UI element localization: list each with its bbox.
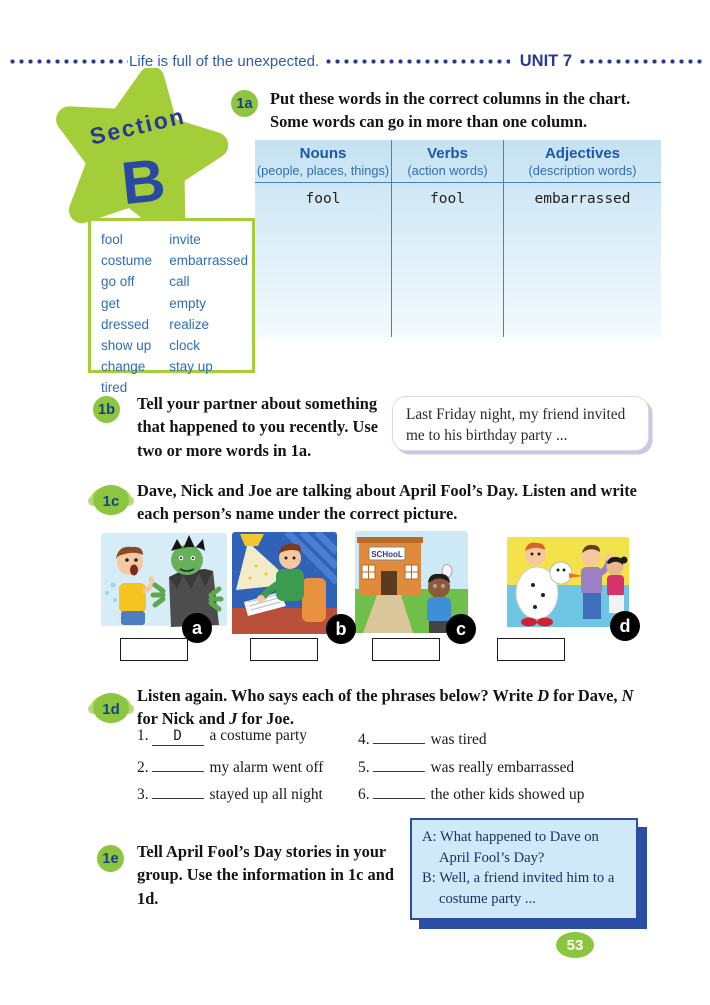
badge-label: 1c: [102, 493, 120, 510]
chart-column-nouns: [255, 140, 391, 337]
column-subtitle: (action words): [407, 163, 488, 178]
star-icon: [38, 68, 234, 240]
chart-column-adjectives: [503, 140, 661, 337]
chart-header-rule: [255, 182, 661, 183]
name-answer-box-a: [120, 638, 188, 661]
word: empty: [169, 295, 206, 311]
task-1c-listening-badge: [84, 477, 138, 519]
word: clock: [169, 338, 200, 354]
answer-blank: [152, 755, 204, 772]
section-b-star: [38, 68, 234, 240]
picture-label-c: c: [446, 614, 476, 644]
badge-label: 1d: [102, 701, 120, 718]
picture-label-b: b: [326, 614, 356, 644]
school-sign: SCHooL: [371, 550, 403, 559]
task-1b-instruction: Tell your partner about something that happened to you recently. Use two or more words in 1a.: [137, 394, 379, 460]
item-phrase: my alarm went off: [209, 758, 324, 776]
task-1e-badge: 1e: [97, 845, 124, 872]
task-1b-badge: 1b: [93, 396, 120, 423]
word: get dressed: [101, 295, 150, 332]
task-1d-instruction: [137, 684, 649, 731]
task-1c-instruction: Dave, Nick and Joe are talking about April Fool’s Day. Listen and write each person’s name under the correct picture.: [137, 481, 637, 524]
item-phrase: was really embarrassed: [430, 758, 575, 776]
instruction-text: Listen again. Who says each of the phrases below? Write: [137, 686, 538, 705]
name-answer-box-b: [250, 638, 318, 661]
item-number: 1.: [137, 727, 149, 744]
task-1a-badge: 1a: [231, 90, 258, 117]
written-answer: fool: [305, 191, 341, 207]
phrase-item: [137, 782, 358, 810]
item-phrase: a costume party: [209, 727, 307, 744]
instruction-text: for Nick and: [137, 709, 230, 729]
word: realize: [169, 316, 209, 332]
item-number: 6.: [358, 786, 370, 804]
section-word: Section: [87, 102, 188, 150]
task-1d-listening-badge: [84, 685, 138, 727]
example-speech-bubble: Last Friday night, my friend invited me to his birthday party ...: [392, 396, 649, 451]
dialog-line-a: [422, 827, 630, 868]
answer-blank: [373, 755, 425, 772]
written-answer: fool: [430, 191, 465, 207]
letter-n: N: [621, 686, 634, 705]
column-subtitle: (description words): [528, 163, 637, 178]
word: stay up: [169, 359, 213, 375]
letter-d: D: [537, 686, 550, 705]
dotted-rule: [324, 59, 510, 64]
column-title: Adjectives: [544, 145, 621, 162]
item-phrase: stayed up all night: [209, 786, 323, 804]
item-number: 5.: [358, 758, 370, 776]
column-subtitle: (people, places, things): [256, 163, 390, 178]
item-number: 4.: [358, 731, 370, 748]
dialog-speaker: A:: [422, 829, 437, 845]
parts-of-speech-chart: [255, 140, 661, 337]
dialog-text: What happened to Dave on April Fool’s Day?: [439, 829, 599, 866]
phrase-item: [137, 727, 358, 755]
answer-blank: [373, 727, 425, 744]
word-bank-left-column: [101, 229, 169, 396]
phrase-item: [137, 755, 358, 783]
task-1e-instruction: Tell April Fool’s Day stories in your group. Use the information in 1c and 1d.: [137, 842, 394, 908]
instruction-text: for Dave,: [549, 686, 622, 705]
word: tired: [101, 380, 128, 396]
instruction-text: for Joe.: [237, 709, 294, 729]
letter-j: J: [229, 709, 238, 729]
section-letter: B: [118, 145, 169, 218]
phrase-item: [358, 782, 584, 810]
phrase-item: [358, 755, 584, 783]
dotted-rule: [578, 59, 706, 64]
task-1a-instruction: Put these words in the correct columns in the chart. Some words can go in more than one column.: [270, 89, 631, 132]
word: show up: [101, 338, 152, 354]
picture-b-boy-studying-late: [232, 532, 337, 634]
column-title: Nouns: [299, 145, 347, 162]
page-number-badge: 53: [556, 932, 594, 958]
word-bank-right-column: [169, 229, 248, 375]
word: change: [101, 359, 146, 375]
word: invite: [169, 232, 201, 247]
unit-number: UNIT 7: [519, 51, 572, 70]
picture-label-a: a: [182, 613, 212, 643]
written-answer: embarrassed: [534, 191, 631, 207]
answer-blank: [152, 782, 204, 799]
phrase-list: [137, 727, 584, 810]
item-number: 3.: [137, 786, 149, 804]
dialog-line-b: [422, 868, 630, 909]
name-answer-box-c: [372, 638, 440, 661]
dialog-speaker: B:: [422, 870, 436, 887]
name-answer-box-d: [497, 638, 565, 661]
picture-label-d: d: [610, 611, 640, 641]
item-number: 2.: [137, 758, 149, 776]
item-phrase: the other kids showed up: [430, 786, 585, 804]
chart-column-verbs: [391, 140, 503, 337]
dialog-text: Well, a friend invited him to a costume party ...: [439, 870, 615, 908]
word: go off: [101, 274, 135, 290]
item-phrase: was tired: [430, 731, 487, 748]
word: fool: [101, 232, 123, 247]
dotted-rule: [8, 59, 128, 64]
example-dialog-box: [410, 818, 638, 920]
answer-blank: D: [152, 729, 204, 746]
answer-blank: [373, 782, 425, 799]
word: costume: [101, 253, 153, 269]
phrase-item: [358, 727, 584, 755]
word: embarrassed: [169, 253, 248, 269]
word: call: [169, 274, 190, 290]
word-bank-box: [88, 218, 255, 396]
unit-subtitle: Life is full of the unexpected.: [129, 52, 320, 70]
column-title: Verbs: [427, 145, 468, 162]
